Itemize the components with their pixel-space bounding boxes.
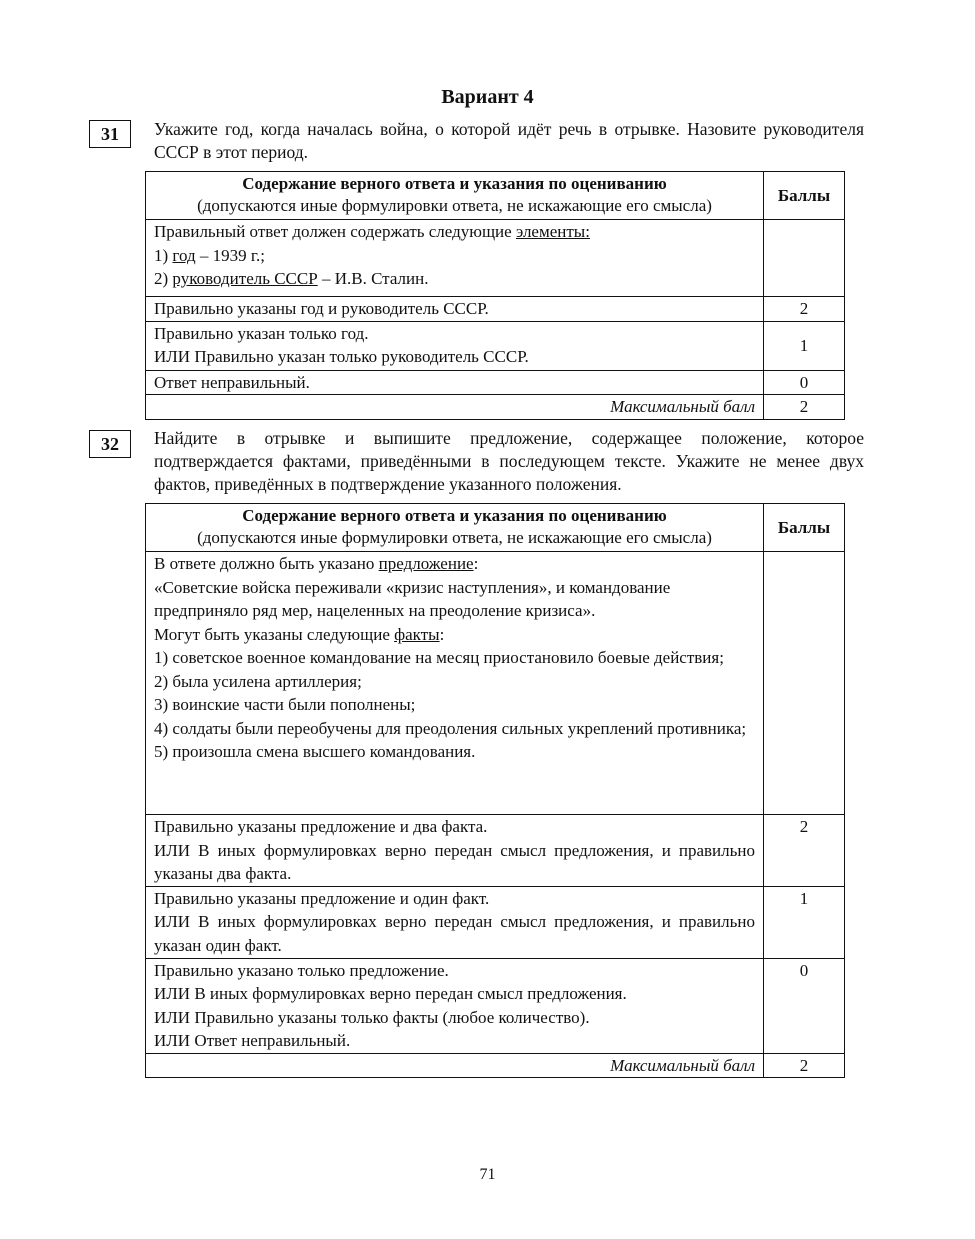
task-32-answer-cell [146, 552, 764, 815]
table-header-content [146, 504, 764, 552]
answer-fact: 2) была усилена артиллерия; [154, 671, 362, 691]
answer-item-2: 2) руководитель СССР – И.В. Сталин. [154, 269, 429, 288]
table-header-content [146, 172, 764, 220]
header-title: Содержание верного ответа и указания по оцениванию [242, 506, 667, 525]
header-note: (допускаются иные формулировки ответа, не искажающие его смысла) [197, 196, 712, 215]
answer-intro: Правильный ответ должен содержать следующие элементы: [154, 222, 590, 241]
task-31-criteria-table [145, 171, 845, 420]
max-score-value: 2 [764, 395, 845, 420]
header-note: (допускаются иные формулировки ответа, не искажающие его смысла) [197, 528, 712, 547]
criterion-score: 2 [764, 815, 845, 887]
answer-fact: 4) солдаты были переобучены для преодоления сильных укреплений противника; [154, 718, 747, 738]
criterion-score: 0 [764, 958, 845, 1053]
answer-quote: «Советские войска переживали «кризис наступления», и командование предприняло ряд мер, нацеленных на преодоление кризиса». [154, 577, 671, 620]
criterion-row: Правильно указаны предложение и два факта. ИЛИ В иных формулировках верно передан смысл предложения, и правильно указаны два факта. [146, 815, 764, 887]
criterion-row: Ответ неправильный. [146, 370, 764, 395]
answer-fact: 5) произошла смена высшего командования. [154, 742, 476, 761]
criterion-row: Правильно указаны предложение и один факт. ИЛИ В иных формулировках верно передан смысл предложения, и правильно указан один факт. [146, 886, 764, 958]
task-32-question: Найдите в отрывке и выпишите предложение, содержащее положение, которое подтверждается фактами, приведёнными в последующем тексте. Укажите не менее двух фактов, приведённых в подтверждение указанного положения. [154, 428, 864, 494]
page-number: 71 [479, 1166, 496, 1183]
criterion-score: 0 [764, 370, 845, 395]
task-32-number: 32 [89, 430, 131, 458]
answer-score-cell [764, 220, 845, 297]
criterion-score: 1 [764, 886, 845, 958]
header-score: Баллы [764, 172, 845, 220]
variant-title: Вариант 4 [441, 86, 534, 108]
task-31-answer-cell [146, 220, 764, 297]
max-score-value: 2 [764, 1053, 845, 1078]
header-title: Содержание верного ответа и указания по оцениванию [242, 174, 667, 193]
answer-facts-intro: Могут быть указаны следующие факты: [154, 624, 445, 644]
answer-item-1: 1) год – 1939 г.; [154, 245, 265, 265]
criterion-score: 1 [764, 321, 845, 370]
criterion-row: Правильно указано только предложение. ИЛИ В иных формулировках верно передан смысл предложения. ИЛИ Правильно указаны только факты (любое количество). ИЛИ Ответ неправильный. [146, 958, 764, 1053]
answer-fact: 3) воинские части были пополнены; [154, 695, 416, 714]
answer-fact: 1) советское военное командование на месяц приостановило боевые действия; [154, 648, 724, 667]
answer-score-cell [764, 552, 845, 815]
max-score-label: Максимальный балл [146, 1053, 764, 1078]
criterion-row: Правильно указан только год. ИЛИ Правильно указан только руководитель СССР. [146, 321, 764, 370]
task-31-question: Укажите год, когда началась война, о которой идёт речь в отрывке. Назовите руководителя СССР в этот период. [154, 119, 864, 162]
answer-intro: В ответе должно быть указано предложение: [154, 554, 479, 573]
max-score-label: Максимальный балл [146, 395, 764, 420]
task-31-number: 31 [89, 120, 131, 148]
task-32-criteria-table [145, 503, 845, 1078]
header-score: Баллы [764, 504, 845, 552]
criterion-score: 2 [764, 297, 845, 322]
criterion-row: Правильно указаны год и руководитель СССР. [146, 297, 764, 322]
